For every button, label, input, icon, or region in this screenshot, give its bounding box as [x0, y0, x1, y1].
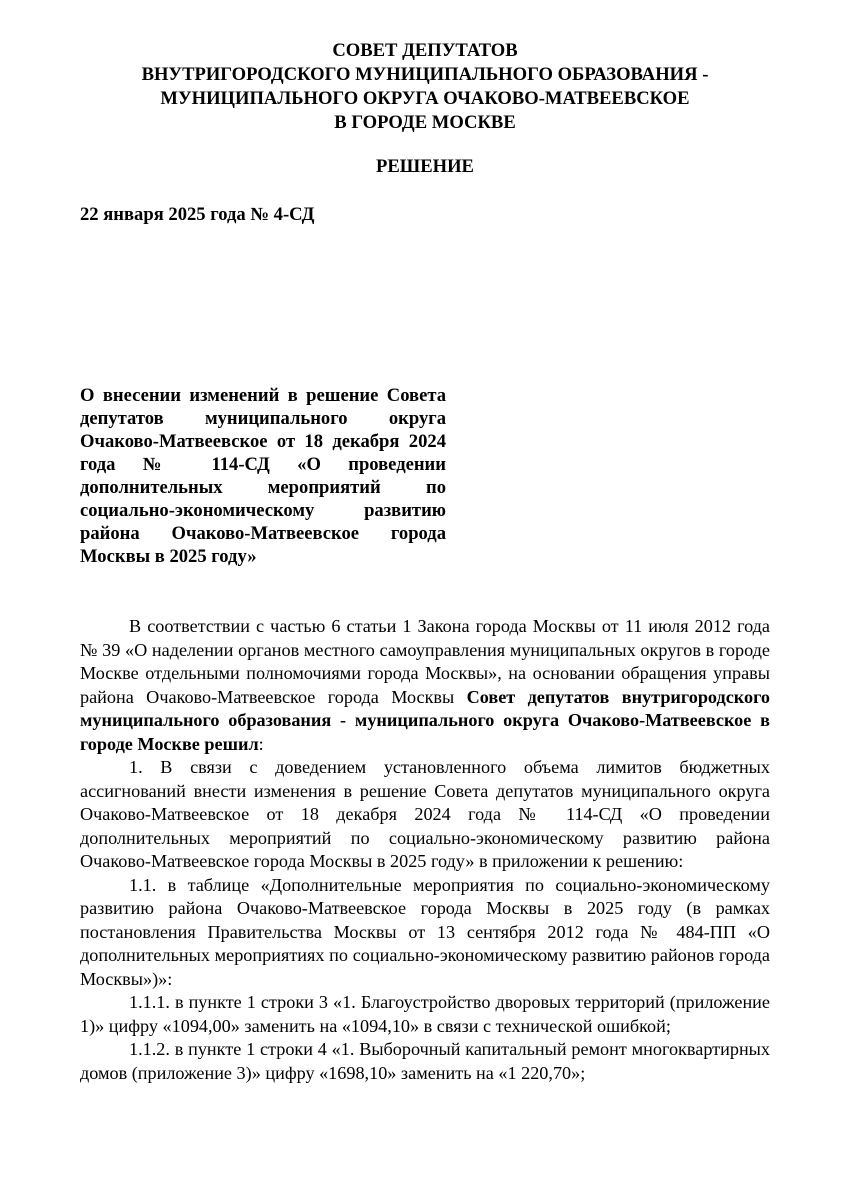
preamble-tail: : [258, 733, 264, 754]
header-line-3: МУНИЦИПАЛЬНОГО ОКРУГА ОЧАКОВО-МАТВЕЕВСКОЕ [160, 88, 690, 109]
preamble-text: В соответствии с частью 6 статьи 1 Закона города Москвы от 11 июля 2012 года № 39 «О наделении органов местного самоуправления муниципальных округов в городе Москве отдельными полномочиями города Москвы», на основании обращения управы района Очаково-Матвеевское города Москвы [80, 616, 770, 707]
decision-body [80, 615, 770, 1085]
preamble-paragraph [80, 615, 770, 756]
item-1-paragraph: 1. В связи с доведением установленного объема лимитов бюджетных ассигнований внести изменения в решение Совета депутатов муниципального округа Очаково-Матвеевское от 18 декабря 2024 года № 114-СД «О проведении дополнительных мероприятий по социально-экономическому развитию района Очаково-Матвеевское города Москвы в 2025 году» в приложении к решению: [80, 757, 770, 871]
decision-subject: О внесении изменений в решение Совета депутатов муниципального округа Очаково-Матвеевское от 18 декабря 2024 года № 114-СД «О проведении дополнительных мероприятий по социально-экономическому развитию района Очаково-Матвеевское города Москвы в 2025 году» [80, 385, 446, 567]
header-line-4: В ГОРОДЕ МОСКВЕ [334, 112, 516, 133]
item-1-1-2-paragraph: 1.1.2. в пункте 1 строки 4 «1. Выборочный капитальный ремонт многоквартирных домов (приложение 3)» цифру «1698,10» заменить на «1 220,70»; [80, 1039, 770, 1083]
decision-title: РЕШЕНИЕ [376, 156, 474, 177]
item-1-1-1-paragraph: 1.1.1. в пункте 1 строки 3 «1. Благоустройство дворовых территорий (приложение 1)» цифру «1094,00» заменить на «1094,10» в связи с технической ошибкой; [80, 992, 770, 1036]
header-line-1: СОВЕТ ДЕПУТАТОВ [332, 40, 518, 61]
council-header [80, 39, 770, 135]
header-line-2: ВНУТРИГОРОДСКОГО МУНИЦИПАЛЬНОГО ОБРАЗОВАНИЯ - [141, 64, 709, 85]
decision-date-number: 22 января 2025 года № 4-СД [80, 204, 315, 225]
preamble-bold-text: Совет депутатов внутригородского муниципального образования - муниципального округа Очаково-Матвеевское в городе Москве решил [80, 686, 771, 754]
item-1-1-paragraph: 1.1. в таблице «Дополнительные мероприятия по социально-экономическому развитию района Очаково-Матвеевское города Москвы в 2025 году (в рамках постановления Правительства Москвы от 13 сентября 2012 года № 484-ПП «О дополнительных мероприятиях по социально-экономическому развитию районов города Москвы»)»: [80, 874, 770, 989]
